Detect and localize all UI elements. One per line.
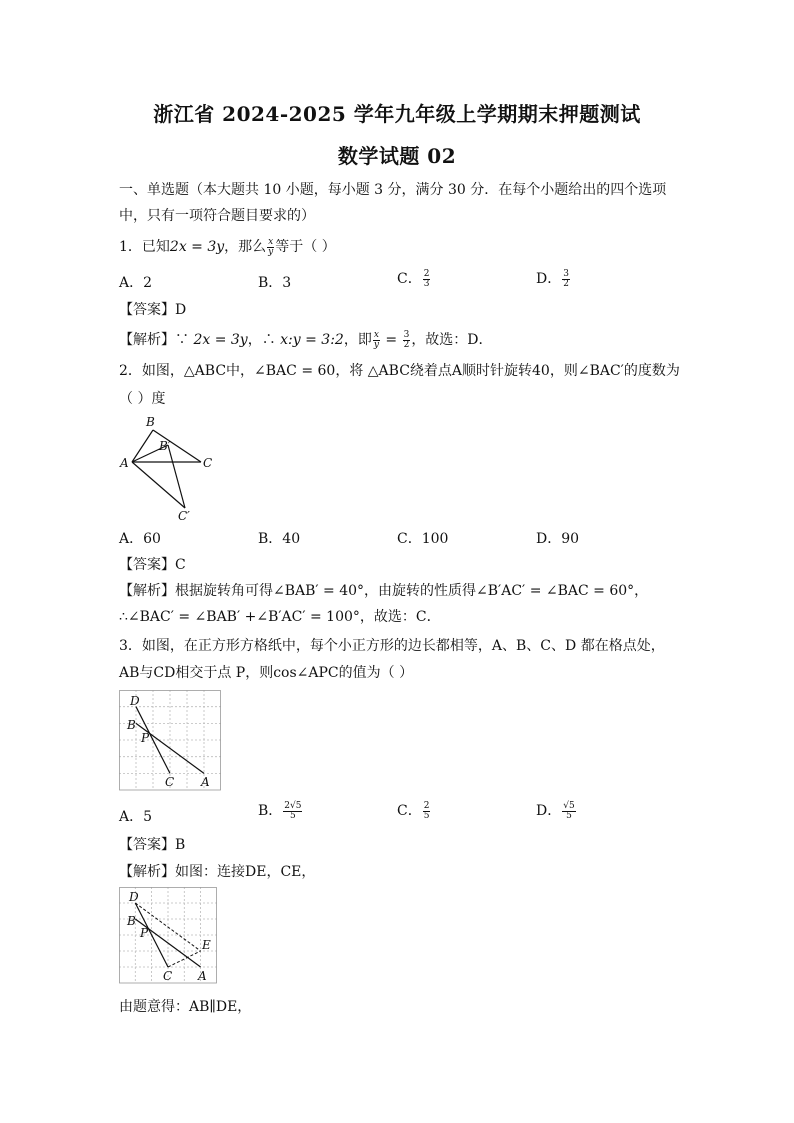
- section-header-line1: 一、单选题（本大题共 10 小题，每小题 3 分，满分 30 分．在每个小题给出的四个选项: [119, 182, 667, 198]
- analysis-fraction-xy: [373, 331, 380, 350]
- q2-segment-ac-prime: [132, 462, 185, 508]
- frac-den: 3: [423, 278, 430, 289]
- q2-stem-line2: （ ）度: [119, 391, 166, 407]
- frac-den: y: [373, 339, 379, 350]
- q1-stem: [119, 237, 336, 257]
- q1-option-c: [397, 268, 431, 289]
- frac-den: 2: [563, 278, 569, 289]
- option-label: A．: [119, 275, 144, 291]
- option-label: A．: [119, 531, 144, 547]
- analysis-prefix: 【解析】∵: [119, 332, 194, 348]
- q3b-label-c: C: [163, 969, 173, 983]
- option-fraction: [283, 802, 302, 821]
- analysis-ratio: x:y = 3:2: [280, 332, 344, 348]
- option-value: 3: [282, 275, 292, 291]
- option-fraction: [423, 270, 431, 289]
- analysis-conclusion: ，故选：D．: [411, 332, 493, 348]
- option-fraction: [423, 802, 431, 821]
- analysis-equation: 2x = 3y: [193, 332, 248, 348]
- q2-option-b: [258, 528, 300, 548]
- q3-label-c: C: [165, 775, 175, 789]
- q1-stem-fraction: [267, 238, 274, 257]
- q3-label-b: B: [127, 718, 136, 732]
- frac-num: 2: [423, 268, 430, 279]
- option-value: 5: [143, 809, 153, 825]
- q1-frac-den: y: [268, 246, 274, 257]
- option-label: B．: [258, 803, 283, 819]
- q3-label-d: D: [130, 694, 140, 708]
- q3b-label-e: E: [202, 938, 211, 952]
- option-label: B．: [258, 275, 283, 291]
- q3b-label-d: D: [129, 890, 139, 904]
- q1-answer: 【答案】D: [119, 302, 187, 318]
- q3b-label-b: B: [127, 914, 136, 928]
- q2-label-a: A: [120, 456, 129, 470]
- option-label: A．: [119, 809, 144, 825]
- q3-option-a: [119, 806, 152, 826]
- q3-option-d: [536, 800, 577, 821]
- q2-label-c: C: [203, 456, 213, 470]
- q3-label-p: P: [141, 731, 150, 745]
- frac-den: 5: [290, 810, 296, 821]
- q1-option-b: [258, 272, 291, 292]
- q2-stem-line1: 2．如图，△ABC中，∠BAC = 60，将 △ABC绕着点A顺时针旋转40，则∠BAC′的度数为: [119, 363, 680, 379]
- analysis-therefore: ，∴: [247, 332, 281, 348]
- option-label: D．: [536, 803, 562, 819]
- q3-stem-line2: AB与CD相交于点 P，则cos∠APC的值为（ ）: [119, 665, 414, 681]
- option-value: 2: [143, 275, 153, 291]
- frac-den: 5: [566, 810, 572, 821]
- q2-segment-bc-prime: [168, 445, 185, 508]
- frac-num: √5: [563, 800, 575, 811]
- q2-answer: 【答案】C: [119, 557, 186, 573]
- q3-grid-figure: [119, 690, 223, 792]
- q3-analysis-line1: 【解析】如图：连接DE，CE，: [119, 864, 316, 880]
- analysis-equals: =: [380, 332, 402, 348]
- q3-option-c: [397, 800, 431, 821]
- q1-stem-middle: ，那么: [224, 239, 267, 255]
- option-fraction: [562, 802, 575, 821]
- option-value: 40: [282, 531, 301, 547]
- option-label: D．: [536, 531, 562, 547]
- document-title: 浙江省 2024-2025 学年九年级上学期期末押题测试: [153, 102, 641, 126]
- q3-analysis-grid-figure: [119, 887, 219, 985]
- option-label: D．: [536, 271, 562, 287]
- frac-den: 5: [423, 810, 430, 821]
- option-label: C．: [397, 271, 422, 287]
- q3b-label-p: P: [140, 926, 149, 940]
- q1-option-a: [119, 272, 152, 292]
- option-value: 60: [143, 531, 161, 547]
- q2-analysis-line2: ∴∠BAC′ = ∠BAB′ +∠B′AC′ = 100°，故选：C．: [119, 609, 441, 625]
- q2-option-d: [536, 528, 579, 548]
- option-fraction: [562, 270, 570, 289]
- frac-num: 3: [563, 268, 569, 279]
- q1-analysis: [119, 330, 493, 350]
- q1-frac-num: x: [268, 236, 274, 247]
- document-subtitle: 数学试题 02: [337, 144, 457, 168]
- analysis-fraction-32: [403, 331, 411, 350]
- frac-num: x: [373, 329, 379, 340]
- frac-den: 2: [403, 339, 410, 350]
- q3b-label-a: A: [198, 969, 207, 983]
- q3-option-b: [258, 800, 303, 821]
- analysis-namely: ，即: [343, 332, 372, 348]
- q3-stem-line1: 3．如图，在正方形方格纸中，每个小正方形的边长都相等，A、B、C、D 都在格点处，: [119, 638, 665, 654]
- option-label: B．: [258, 531, 283, 547]
- section-header-line2: 中，只有一项符合题目要求的）: [119, 208, 315, 224]
- q2-label-b: B: [146, 415, 155, 429]
- frac-num: 2√5: [284, 800, 302, 811]
- q1-stem-equation: 2x = 3y: [169, 239, 225, 255]
- q3-answer: 【答案】B: [119, 837, 186, 853]
- option-label: C．: [397, 531, 422, 547]
- frac-num: 2: [423, 800, 430, 811]
- q3-label-a: A: [201, 775, 210, 789]
- option-label: C．: [397, 803, 422, 819]
- q1-stem-suffix: 等于（ ）: [275, 239, 336, 255]
- q2-triangle-figure: [115, 412, 225, 524]
- option-value: 100: [421, 531, 449, 547]
- q1-option-d: [536, 268, 571, 289]
- q2-analysis-line1: 【解析】根据旋转角可得∠BAB′ = 40°，由旋转的性质得∠B′AC′ = ∠BAC = 60°，: [119, 583, 649, 599]
- q2-label-c-prime: C′: [178, 509, 190, 523]
- option-value: 90: [561, 531, 580, 547]
- q3-analysis-last: 由题意得：AB∥DE，: [119, 999, 252, 1015]
- q2-option-a: [119, 528, 161, 548]
- q2-label-b-prime: B′: [159, 439, 171, 453]
- q1-stem-prefix: 1．已知: [119, 239, 170, 255]
- frac-num: 3: [403, 329, 410, 340]
- q2-option-c: [397, 528, 448, 548]
